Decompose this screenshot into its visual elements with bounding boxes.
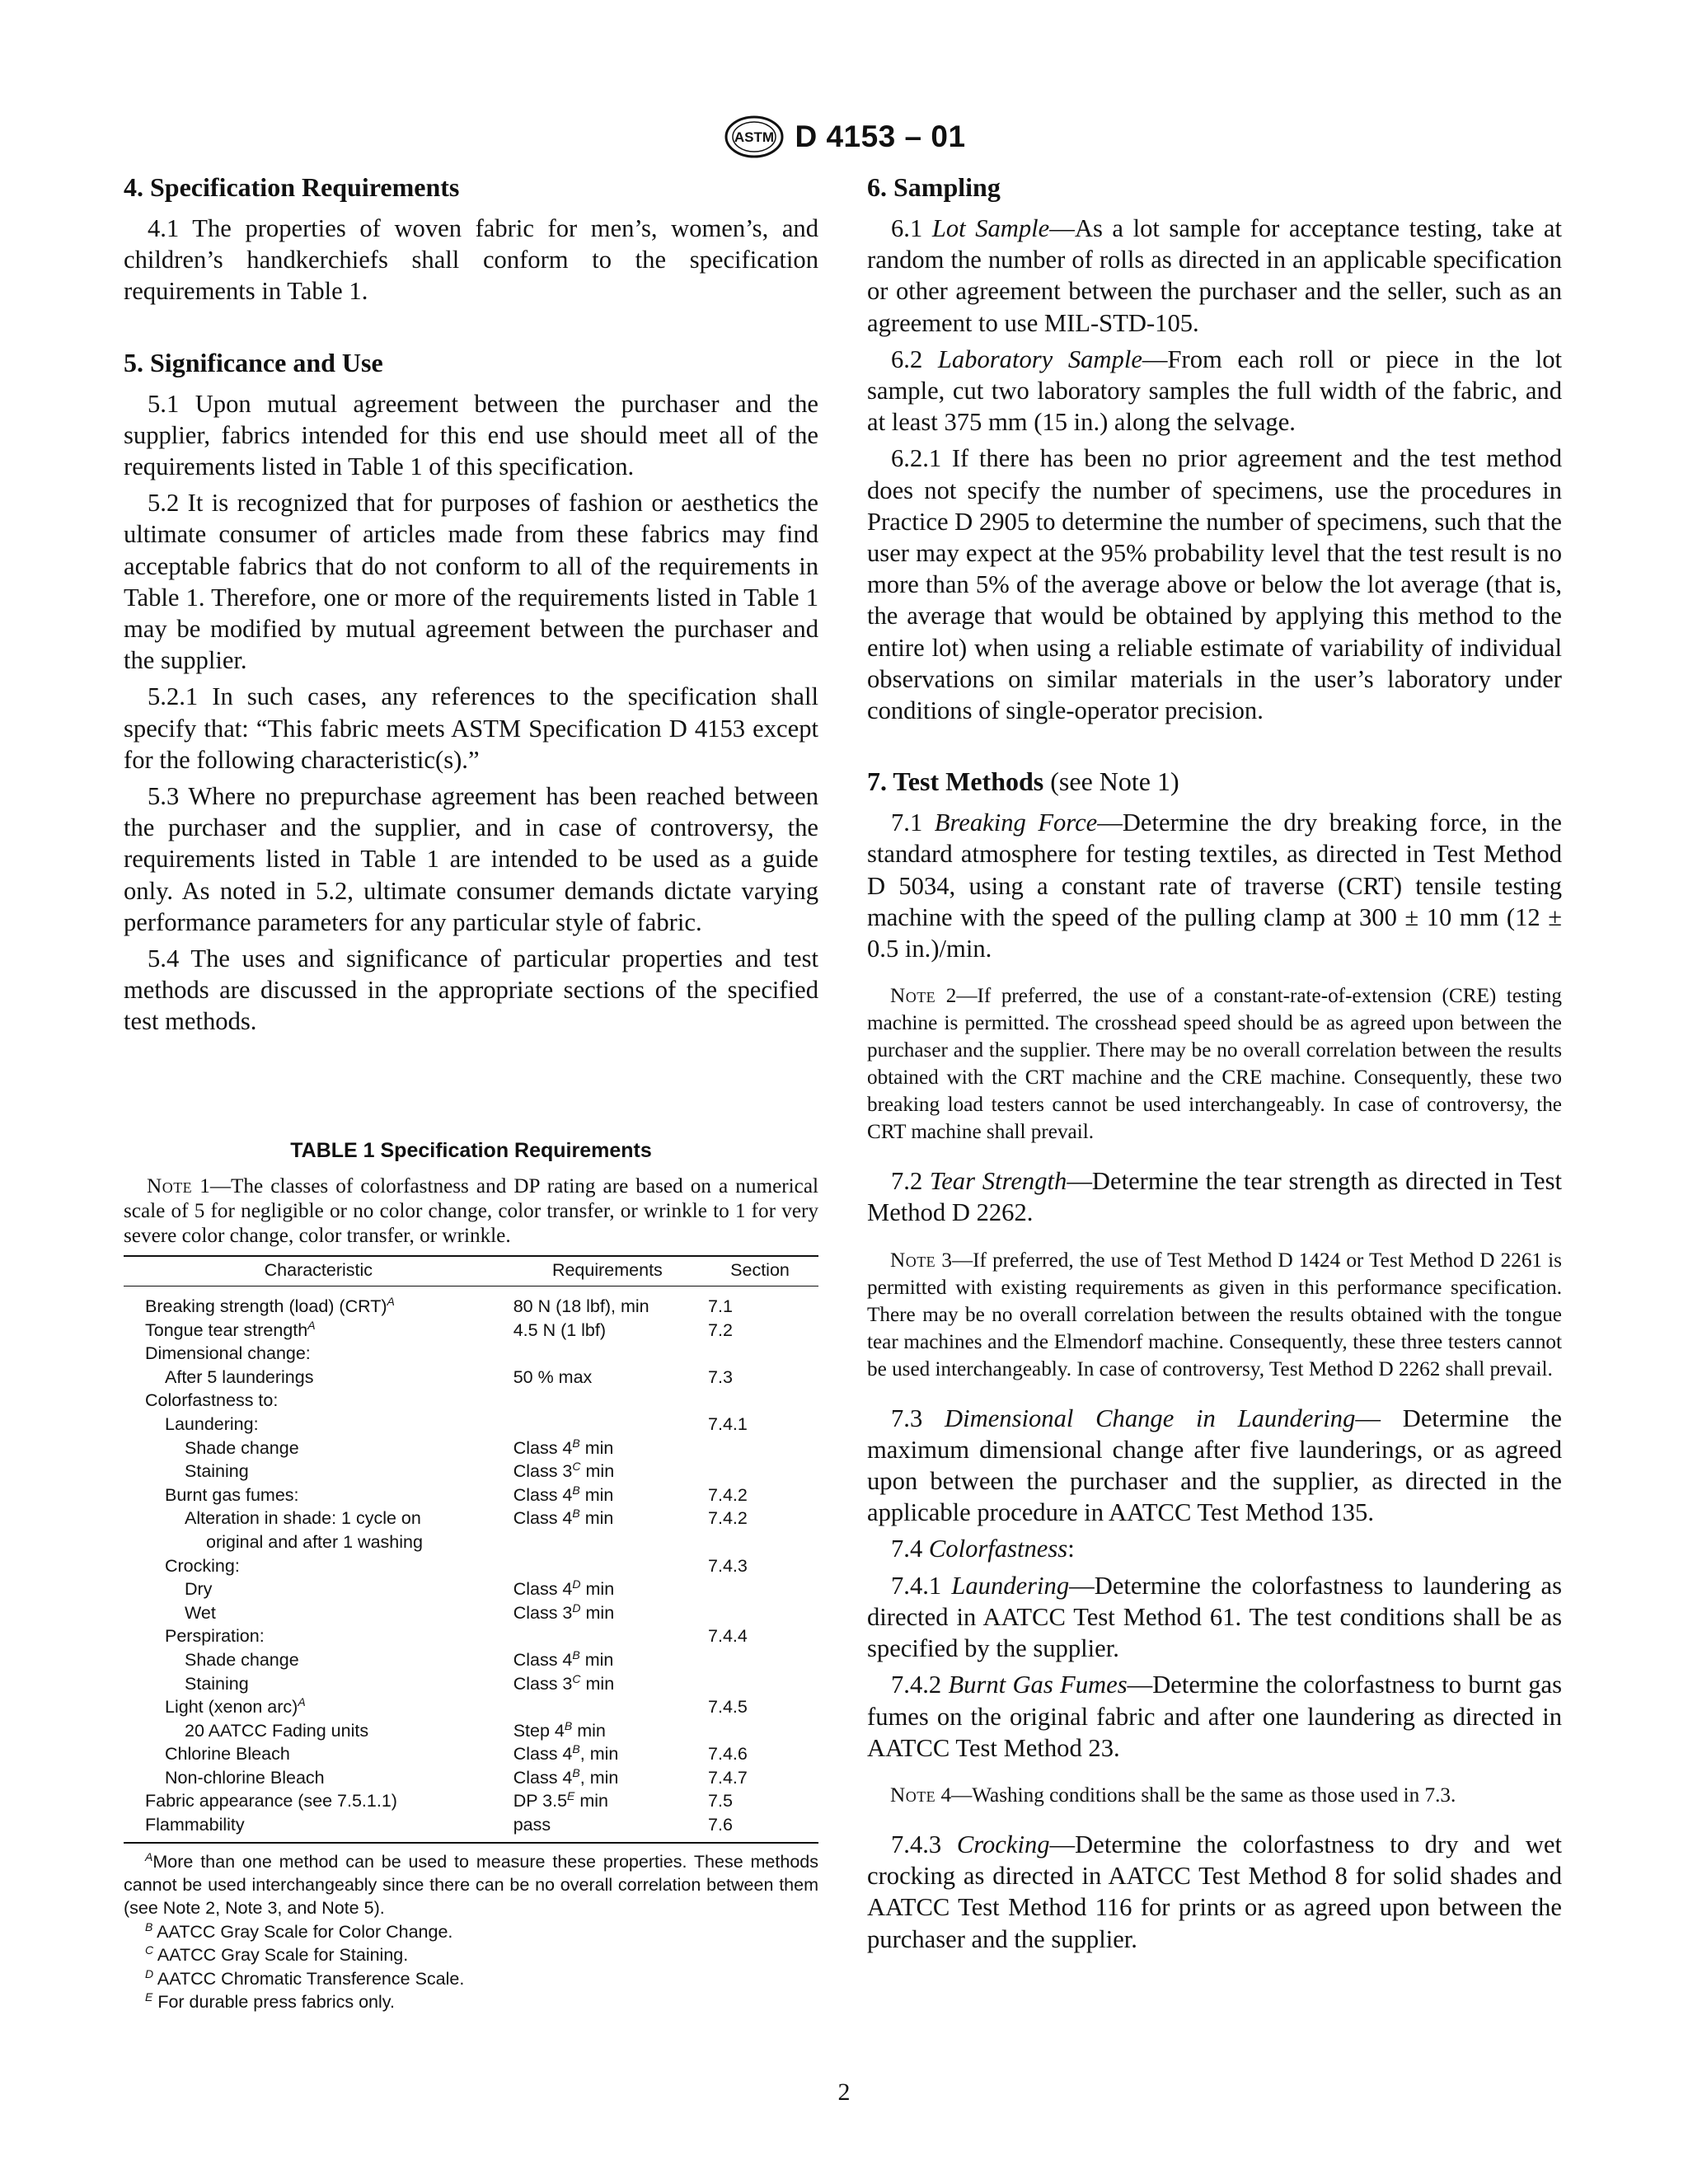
section-cell xyxy=(701,1460,818,1483)
paragraph-5-3: 5.3 Where no prepurchase agreement has been reached between the purchaser and the supplier, and in case of controversy, the requirements listed in Table 1 are intended to be used as a guide only. As noted in 5.2, ultimate consumer demands dictate varying performance parameters for any particular style of fabric. xyxy=(124,782,818,936)
footnote-d-text: AATCC Chromatic Transference Scale. xyxy=(157,1968,465,1989)
paragraph-7-2: 7.2 Tear Strength—Determine the tear strength as directed in Test Method D 2262. xyxy=(867,1167,1562,1227)
paragraph-5-1: 5.1 Upon mutual agreement between the purchaser and the supplier, fabrics intended for this end use should meet all of the requirements listed in Table 1 of this specification. xyxy=(124,389,818,481)
table-body xyxy=(124,1286,818,1843)
characteristic-cell: Laundering: xyxy=(165,1413,259,1434)
table-row xyxy=(124,1672,818,1696)
characteristic-cell: Dry xyxy=(185,1579,213,1600)
section-7-heading: 7. Test Methods (see Note 1) xyxy=(867,766,1179,797)
paragraph-7-4-1: 7.4.1 Laundering—Determine the colorfastness to laundering as directed in AATCC Test Method 61. The test conditions shall be as specified by the supplier. xyxy=(867,1571,1562,1663)
section-cell xyxy=(701,1436,818,1460)
section-cell: 7.2 xyxy=(708,1319,733,1340)
specification-table xyxy=(124,1255,818,1844)
column-header: Characteristic xyxy=(124,1256,513,1286)
footnote-e: $^E$ For durable press fabrics only. xyxy=(145,1990,395,2013)
table-row xyxy=(124,1319,818,1343)
requirement-cell xyxy=(513,1413,701,1436)
section-cell: 7.4.2 xyxy=(708,1508,748,1529)
page-number: 2 xyxy=(837,2079,851,2106)
characteristic-cell: Alteration in shade: 1 cycle on xyxy=(185,1508,421,1529)
table-header-row xyxy=(124,1256,818,1286)
table-row xyxy=(124,1813,818,1843)
characteristic-cell: Tongue tear strength$^A$ xyxy=(145,1318,316,1340)
paragraph-5-2-1: 5.2.1 In such cases, any references to the specification shall specify that: “This fabric meets ASTM Specification D 4153 except for the following characteristic(s).” xyxy=(124,682,818,774)
paragraph-4-1: 4.1 The properties of woven fabric for men’s, women’s, and children’s handkerchiefs shall conform to the specification requirements in Table 1. xyxy=(124,214,818,306)
table-row xyxy=(124,1601,818,1625)
requirement-cell xyxy=(513,1530,701,1554)
section-6-heading: 6. Sampling xyxy=(867,172,1001,202)
requirement-cell: Step $4^B$ min xyxy=(513,1718,606,1741)
table-title: TABLE 1 Specification Requirements xyxy=(290,1139,652,1162)
requirement-cell: Class $3^C$ min xyxy=(513,1671,615,1694)
section-cell: 7.6 xyxy=(708,1815,733,1835)
document-designation: D 4153 – 01 xyxy=(795,120,966,153)
table-row xyxy=(124,1530,818,1554)
requirement-cell xyxy=(513,1695,701,1719)
footnote-e-text: For durable press fabrics only. xyxy=(157,1992,395,2013)
characteristic-cell: Staining xyxy=(185,1673,249,1694)
requirement-cell: Class $3^D$ min xyxy=(513,1601,615,1623)
characteristic-cell: Shade change xyxy=(185,1649,299,1670)
footnote-d: $^D$ AATCC Chromatic Transference Scale. xyxy=(145,1966,465,1989)
paragraph-6-2-1: 6.2.1 If there has been no prior agreement and the test method does not specify the number of specimens, use the procedures in Practice D 2905 to determine the number of specimens, such that the user may expect at the 95% probability level that the test result is no more than 5% of the average above or below the lot average (that is, the average that would be obtained by applying this method to the entire lot) when using a reliable estimate of variability of individual observations on similar materials in the user’s laboratory under conditions of single-operator precision. xyxy=(867,444,1562,725)
requirement-cell xyxy=(513,1554,701,1578)
characteristic-cell: original and after 1 washing xyxy=(206,1531,423,1552)
paragraph-5-4: 5.4 The uses and significance of particular properties and test methods are discussed in the appropriate sections of the specified test methods. xyxy=(124,944,818,1036)
note-text: 1—The classes of colorfastness and DP rating are based on a numerical scale of 5 for negligible or no color change, color transfer, or wrinkle to 1 for very severe color change, color transfer, or wrinkle. xyxy=(124,1175,818,1247)
characteristic-cell: Shade change xyxy=(185,1437,299,1458)
requirement-cell xyxy=(513,1624,701,1648)
characteristic-cell: Fabric appearance (see 7.5.1.1) xyxy=(145,1791,397,1811)
characteristic-cell: After 5 launderings xyxy=(165,1366,314,1387)
characteristic-cell: Chlorine Bleach xyxy=(165,1744,290,1765)
section-cell xyxy=(701,1577,818,1601)
column-header: Requirements xyxy=(513,1256,701,1286)
characteristic-cell: Flammability xyxy=(145,1815,245,1835)
section-cell xyxy=(701,1648,818,1672)
table-row xyxy=(124,1366,818,1390)
table-row xyxy=(124,1554,818,1578)
section-4-heading: 4. Specification Requirements xyxy=(124,172,460,202)
requirement-cell: Class $4^B$ min xyxy=(513,1647,614,1670)
table-row xyxy=(124,1648,818,1672)
table-row xyxy=(124,1789,818,1813)
paragraph-7-1: 7.1 Breaking Force—Determine the dry breaking force, in the standard atmosphere for testing textiles, as directed in Test Method D 5034, using a constant rate of traverse (CRT) tensile testing machine with the speed of the pulling clamp at 300 ± 10 mm (12 ± 0.5 in.)/min. xyxy=(867,808,1562,963)
table-row xyxy=(124,1577,818,1601)
characteristic-cell: 20 AATCC Fading units xyxy=(185,1720,369,1741)
characteristic-cell: Wet xyxy=(185,1602,216,1623)
section-cell xyxy=(701,1389,818,1413)
characteristic-cell: Staining xyxy=(185,1461,249,1482)
requirement-cell: DP $3.5^E$ min xyxy=(513,1789,609,1811)
section-cell xyxy=(701,1530,818,1554)
requirement-cell: 80 N (18 lbf), min xyxy=(513,1296,649,1316)
requirement-cell: Class $4^D$ min xyxy=(513,1577,615,1600)
characteristic-cell: Light (xenon arc)$^A$ xyxy=(165,1694,306,1718)
section-cell: 7.4.3 xyxy=(708,1555,748,1576)
table-1-block xyxy=(124,1139,818,2014)
note-3: Note 3—If preferred, the use of Test Method D 1424 or Test Method D 2261 is permitted with existing requirements as given in this performance specification. There may be no overall correlation between the results obtained with the tongue tear machines and the Elmendorf machine. Consequently, these three testers cannot be used interchangeably. In case of controversy, Test Method D 2262 shall prevail. xyxy=(867,1249,1562,1380)
section-cell: 7.4.6 xyxy=(708,1744,748,1765)
section-cell: 7.3 xyxy=(708,1366,733,1387)
characteristic-cell: Crocking: xyxy=(165,1555,240,1576)
footnote-b: $^B$ AATCC Gray Scale for Color Change. xyxy=(145,1919,453,1942)
paragraph-6-1: 6.1 Lot Sample—As a lot sample for acceptance testing, take at random the number of rolls as directed in an applicable specification or other agreement between the purchaser and the seller, such as an agreement to use MIL-STD-105. xyxy=(867,214,1562,337)
section-cell: 7.4.7 xyxy=(708,1767,748,1788)
table-row xyxy=(124,1507,818,1530)
requirement-cell: Class $4^B$, min xyxy=(513,1742,619,1765)
table-note-1 xyxy=(124,1174,818,1249)
footnote-a: $^A$More than one method can be used to measure these properties. These methods cannot be used interchangeably since there can be no overall correlation between them (see Note 2, Note 3, and Note 5). xyxy=(124,1849,818,1919)
paragraph-5-2: 5.2 It is recognized that for purposes of fashion or aesthetics the ultimate consumer of articles made from these fabrics may find acceptable fabrics that do not conform to all of the requirements in Table 1. Therefore, one or more of the requirements listed in Table 1 may be modified by mutual agreement between the purchaser and the supplier. xyxy=(124,489,818,675)
table-row xyxy=(124,1483,818,1507)
section-5-heading: 5. Significance and Use xyxy=(124,347,383,377)
table-row xyxy=(124,1719,818,1743)
section-cell xyxy=(701,1672,818,1696)
section-cell: 7.1 xyxy=(708,1296,733,1316)
characteristic-cell: Dimensional change: xyxy=(145,1343,311,1364)
requirement-cell xyxy=(513,1342,701,1366)
astm-logo-icon xyxy=(722,115,786,159)
note-2: Note 2—If preferred, the use of a constant-rate-of-extension (CRE) testing machine is permitted. The crosshead speed should be as agreed upon between the purchaser and the supplier. There may be no overall correlation between the results obtained with the CRT machine and the CRE machine. Consequently, these two breaking load testers cannot be used interchangeably. In case of controversy, the CRT machine shall prevail. xyxy=(867,985,1562,1144)
footnote-a-text: More than one method can be used to measure these properties. These methods cannot be used interchangeably since there can be no overall correlation between them (see Note 2, Note 3, and Note 5). xyxy=(124,1851,818,1919)
paragraph-6-2: 6.2 Laboratory Sample—From each roll or piece in the lot sample, cut two laboratory samples the full width of the fabric, and at least 375 mm (15 in.) along the selvage. xyxy=(867,344,1563,437)
paragraph-7-4: 7.4 Colorfastness: xyxy=(891,1535,1075,1563)
table-row xyxy=(124,1286,818,1319)
footnote-b-text: AATCC Gray Scale for Color Change. xyxy=(157,1921,453,1942)
section-cell: 7.4.4 xyxy=(708,1626,748,1647)
svg-text:ASTM: ASTM xyxy=(734,129,775,145)
section-cell xyxy=(701,1601,818,1625)
requirement-cell xyxy=(513,1389,701,1413)
table-row xyxy=(124,1766,818,1790)
paragraph-7-4-3: 7.4.3 Crocking—Determine the colorfastness to dry and wet crocking as directed in AATCC Test Method 8 for solid shades and AATCC Test Method 116 for prints or as agreed upon between the purchaser and the supplier. xyxy=(867,1830,1562,1953)
section-cell: 7.4.1 xyxy=(708,1413,748,1434)
requirement-cell: Class $4^B$, min xyxy=(513,1765,619,1788)
characteristic-cell: Colorfastness to: xyxy=(145,1390,279,1411)
table-row xyxy=(124,1695,818,1719)
table-row xyxy=(124,1342,818,1366)
paragraph-7-4-2: 7.4.2 Burnt Gas Fumes—Determine the colorfastness to burnt gas fumes on the original fabric and after one laundering as directed in AATCC Test Method 23. xyxy=(867,1671,1562,1762)
paragraph-7-3: 7.3 Dimensional Change in Laundering— Determine the maximum dimensional change after five launderings, or as agreed upon between the purchaser and the supplier, as directed in the applicable procedure in AATCC Test Method 135. xyxy=(867,1404,1562,1527)
requirement-cell: Class $4^B$ min xyxy=(513,1436,614,1458)
table-row xyxy=(124,1413,818,1436)
page-header xyxy=(0,114,1688,160)
table-row xyxy=(124,1742,818,1766)
note-4: Note 4—Washing conditions shall be the same as those used in 7.3. xyxy=(890,1783,1456,1807)
requirement-cell: Class $3^C$ min xyxy=(513,1460,615,1482)
table-row xyxy=(124,1460,818,1483)
column-header: Section xyxy=(701,1256,818,1286)
characteristic-cell: Perspiration: xyxy=(165,1626,265,1647)
table-row xyxy=(124,1436,818,1460)
section-cell: 7.4.5 xyxy=(708,1697,748,1718)
table-row xyxy=(124,1624,818,1648)
footnote-c: $^C$ AATCC Gray Scale for Staining. xyxy=(145,1943,409,1966)
right-column xyxy=(867,171,1562,1960)
note-label: Note xyxy=(147,1175,193,1197)
requirement-cell: 50 % max xyxy=(513,1366,593,1387)
characteristic-cell: Non-chlorine Bleach xyxy=(165,1767,325,1788)
section-cell xyxy=(701,1342,818,1366)
characteristic-cell: Burnt gas fumes: xyxy=(165,1484,299,1505)
requirement-cell: Class $4^B$ min xyxy=(513,1483,614,1505)
table-row xyxy=(124,1389,818,1413)
footnote-c-text: AATCC Gray Scale for Staining. xyxy=(157,1945,409,1966)
requirement-cell: Class $4^B$ min xyxy=(513,1507,614,1529)
left-column xyxy=(124,171,818,1043)
requirement-cell: pass xyxy=(513,1815,551,1835)
section-cell: 7.5 xyxy=(708,1791,733,1811)
requirement-cell: 4.5 N (1 lbf) xyxy=(513,1319,607,1340)
characteristic-cell: Breaking strength (load) (CRT)$^A$ xyxy=(145,1294,395,1316)
section-cell: 7.4.2 xyxy=(708,1484,748,1505)
section-cell xyxy=(701,1719,818,1743)
